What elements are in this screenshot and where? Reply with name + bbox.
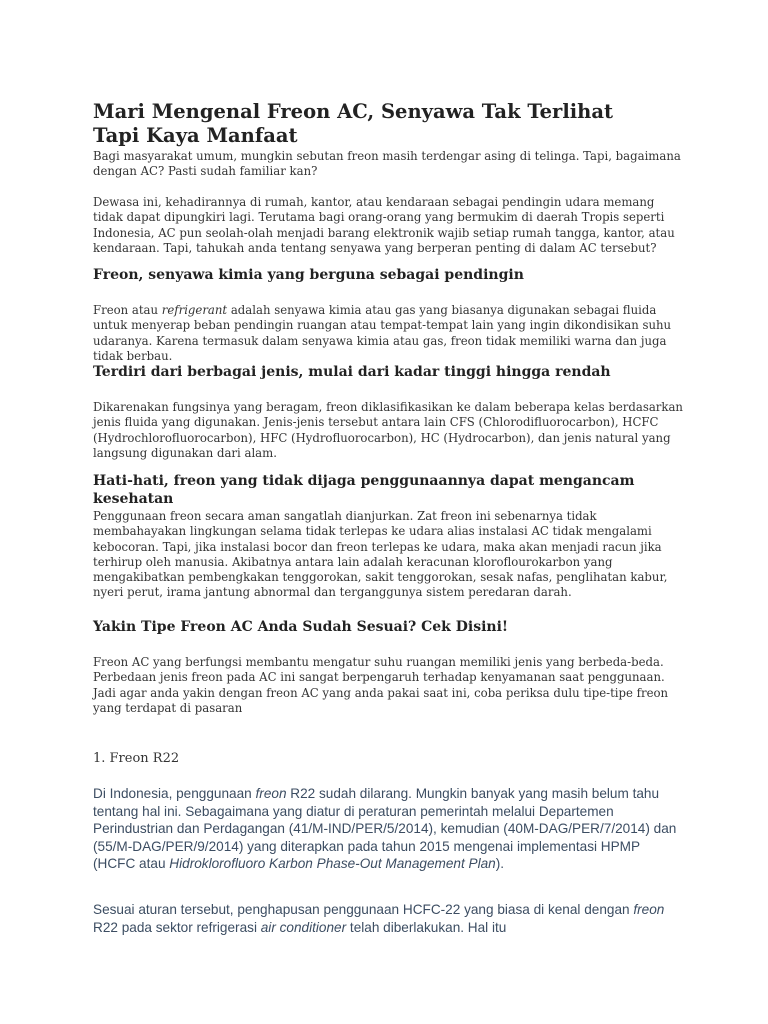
text-run: telah diberlakukan. Hal itu: [346, 919, 507, 935]
section-heading-freon-definition: Freon, senyawa kimia yang berguna sebagai pendingin: [93, 267, 524, 283]
r22-paragraph-2: [93, 901, 683, 936]
intro-paragraph: Bagi masyarakat umum, mungkin sebutan freon masih terdengar asing di telinga. Tapi, bagaimana dengan AC? Pasti sudah familiar kan?: [93, 149, 681, 179]
section-heading-freon-types: Terdiri dari berbagai jenis, mulai dari kadar tinggi hingga rendah: [93, 364, 611, 380]
text-run: Freon atau: [93, 303, 162, 317]
text-run: R22 sudah dilarang. Mungkin banyak yang masih belum tahu tentang hal ini. Sebagaimana yang diatur di peraturan pemerintah melalui Departemen Perindustrian dan Perdagangan (41/M-IND/PER/5/2014), kemudian (40M-DAG/PER/7/2014) dan (55/M-DAG/PER/9/2014) yang diterapkan pada tahun 2015 mengenai implementasi HPMP (HCFC atau: [93, 786, 677, 871]
section-paragraph-freon-types: Dikarenakan fungsinya yang beragam, freon diklasifikasikan ke dalam beberapa kelas berdasarkan jenis fluida yang digunakan. Jenis-jenis tersebut antara lain CFS (Chlorodifluorocarbon), HCFC (Hydrochlorofluorocarbon), HFC (Hydrofluorocarbon), HC (Hydrocarbon), dan jenis natural yang langsung digunakan dari alam.: [93, 400, 683, 460]
article-title: Mari Mengenal Freon AC, Senyawa Tak Terlihat Tapi Kaya Manfaat: [93, 100, 613, 147]
section-heading-check-type: Yakin Tipe Freon AC Anda Sudah Sesuai? Cek Disini!: [93, 619, 509, 635]
emphasis-text: freon: [255, 786, 287, 801]
text-run: ).: [495, 856, 505, 871]
section-paragraph-health-warning: Penggunaan freon secara aman sangatlah dianjurkan. Zat freon ini sebenarnya tidak membahayakan lingkungan selama tidak terlepas ke udara alias instalasi AC tidak mengalami kebocoran. Tapi, jika instalasi bocor dan freon terlepas ke udara, maka akan menjadi racun jika terhirup oleh manusia. Akibatnya antara lain adalah keracunan kloroflourokarbon yang mengakibatkan pembengkakan tenggorokan, sakit tenggorokan, sesak nafas, penglihatan kabur, nyeri perut, irama jantung abnormal dan terganggunya sistem peredaran darah.: [93, 509, 668, 600]
context-paragraph: Dewasa ini, kehadirannya di rumah, kantor, atau kendaraan sebagai pendingin udara memang tidak dapat dipungkiri lagi. Terutama bagi orang-orang yang bermukim di daerah Tropis seperti Indonesia, AC pun seolah-olah menjadi barang elektronik wajib setiap rumah tangga, kantor, atau kendaraan. Tapi, tahukah anda tentang senyawa yang berperan penting di dalam AC tersebut?: [93, 195, 675, 255]
section-heading-health-warning: Hati-hati, freon yang tidak dijaga penggunaannya dapat mengancam kesehatan: [93, 473, 635, 507]
text-run: adalah senyawa kimia atau gas yang biasanya digunakan sebagai fluida untuk menyerap beban pendingin ruangan atau tempat-tempat lain yang ingin dikondisikan suhu udaranya. Karena termasuk dalam senyawa kimia atau gas, freon tidak memiliki warna dan juga tidak berbau.: [93, 303, 672, 363]
emphasis-text: Hidroklorofluoro Karbon Phase-Out Management Plan: [169, 856, 496, 871]
emphasis-text: freon: [633, 902, 665, 917]
r22-paragraph-1: [93, 785, 683, 873]
section-paragraph-freon-definition: [93, 303, 683, 364]
list-item-label-r22: 1. Freon R22: [93, 751, 180, 766]
section-paragraph-check-type: Freon AC yang berfungsi membantu mengatur suhu ruangan memiliki jenis yang berbeda-beda. Perbedaan jenis freon pada AC ini sangat berpengaruh terhadap kenyamanan saat penggunaan. Jadi agar anda yakin dengan freon AC yang anda pakai saat ini, coba periksa dulu tipe-tipe freon yang terdapat di pasaran: [93, 655, 669, 715]
text-run: R22 pada sektor refrigerasi: [93, 919, 261, 935]
emphasis-text: air conditioner: [260, 919, 347, 935]
emphasis-text: refrigerant: [161, 303, 228, 317]
text-run: Di Indonesia, penggunaan: [93, 786, 256, 801]
text-run: Sesuai aturan tersebut, penghapusan penggunaan HCFC-22 yang biasa di kenal dengan: [93, 902, 634, 917]
